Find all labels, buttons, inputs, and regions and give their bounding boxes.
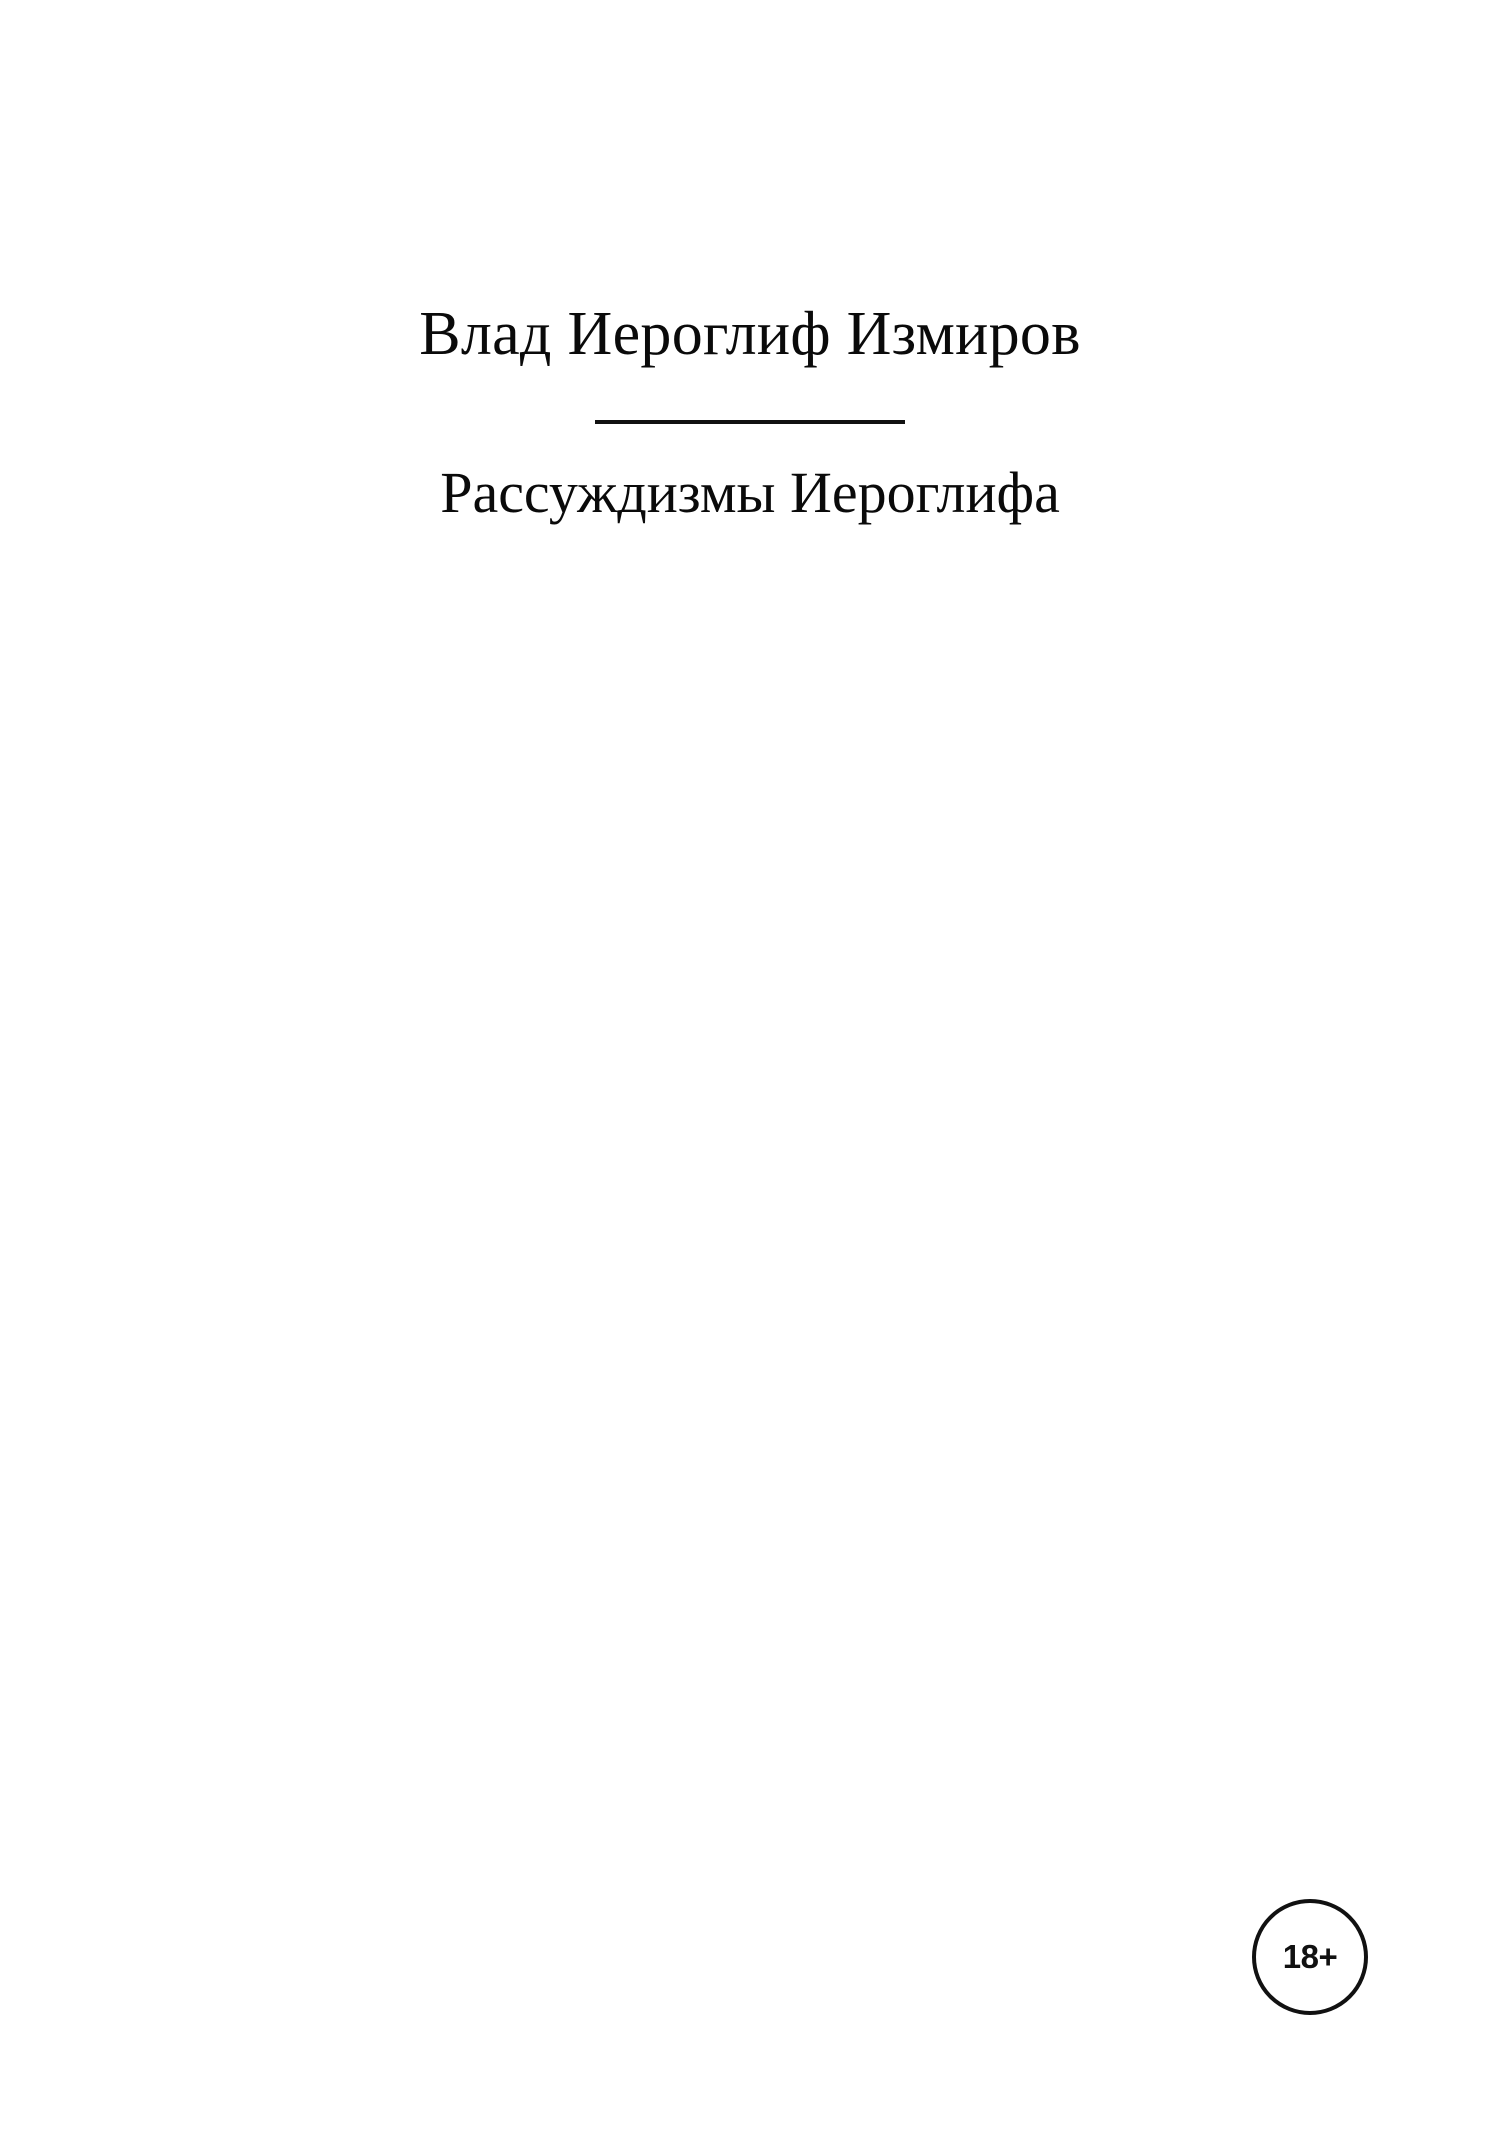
author-name: Влад Иероглиф Измиров — [419, 300, 1081, 368]
age-rating-label: 18+ — [1282, 1938, 1338, 1975]
book-title: Рассуждизмы Иероглифа — [440, 460, 1060, 526]
title-divider — [595, 420, 905, 424]
cover-text-block — [0, 0, 1500, 527]
age-rating-badge — [1252, 1899, 1368, 2015]
